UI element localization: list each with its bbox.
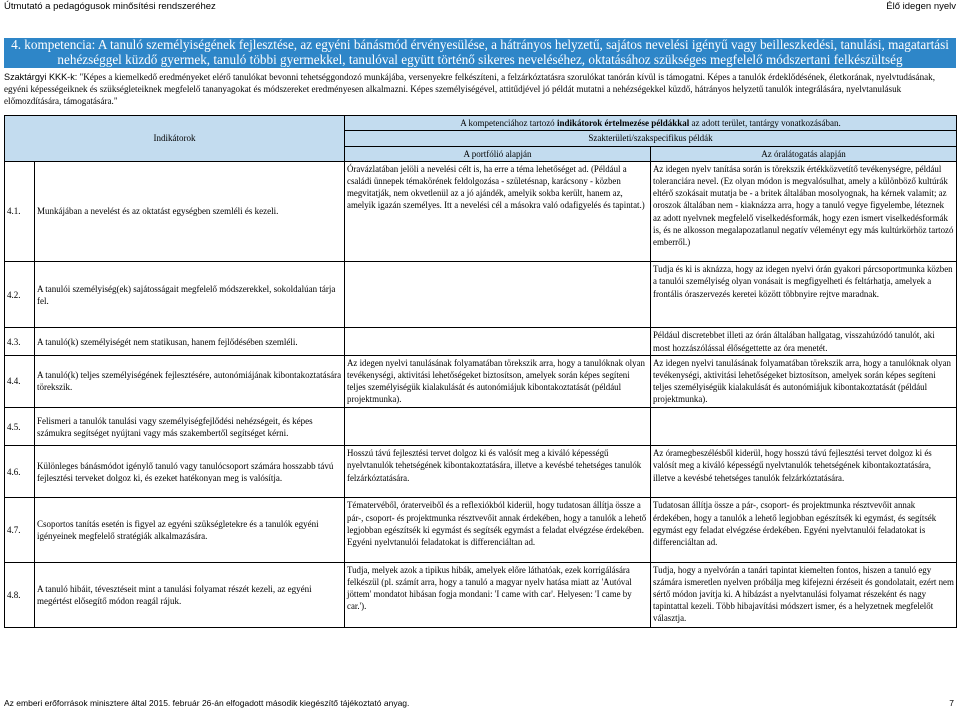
indicator-text: Felismeri a tanulók tanulási vagy személyiségfejlődési nehézségeit, és képes számukra segítséget nyújtani vagy más szakembertől segítséget kérni. bbox=[35, 408, 345, 446]
specific-examples-header: Szakterületi/szakspecifikus példák bbox=[345, 131, 957, 146]
indicator-number: 4.8. bbox=[5, 562, 35, 627]
competency-banner: 4. kompetencia: A tanuló személyiségének fejlesztése, az egyéni bánásmód érvényesülése, a hátrányos helyzetű, sajátos nevelési igényű vagy beilleszkedési, tanulási, magatartási nehézséggel küzdő gyermek, tanuló többi gyermekkel, tanulóval együtt történő sikeres neveléséhez, oktatásához szükséges megfelelő módszertani felkészültség bbox=[4, 38, 956, 68]
table-row bbox=[5, 262, 957, 328]
observation-example: Az óramegbeszélésből kiderül, hogy hosszú távú fejlesztési tervet dolgoz ki és valósít meg a kiváló képességű nyelvtanulók tehetségének kibontakoztatására, illetve a kevésbé tehetséges tanulók felzárkóztatására. bbox=[651, 446, 957, 498]
indicator-text: A tanuló(k) teljes személyiségének fejlesztésére, autonómiájának kibontakoztatására törekszik. bbox=[35, 355, 345, 407]
table-row bbox=[5, 498, 957, 562]
intro-lead: Szaktárgyi KKK-k: bbox=[4, 72, 78, 82]
observation-example: Az idegen nyelvi tanulásának folyamatában törekszik arra, hogy a tanulóknak olyan tevékenységi, aktivitási lehetőségeket biztosítson, amelyek során képes segíteni teljes személyiségük kialakulását és autonómiájuk kibontakoztatását (például projektmunka). bbox=[651, 355, 957, 407]
table-row bbox=[5, 328, 957, 356]
indicator-number: 4.4. bbox=[5, 355, 35, 407]
observation-example: Például discretebbet illeti az órán általában hallgatag, visszahúzódó tanulót, aki most hozzászólással élőségettette az óra menetét. bbox=[651, 328, 957, 356]
indicator-text: Csoportos tanítás esetén is figyel az egyéni szükségletekre és a tanulók egyéni igényeinek megfelelő stratégiák alkalmazására. bbox=[35, 498, 345, 562]
page-header bbox=[0, 0, 960, 13]
table-row bbox=[5, 562, 957, 627]
indicator-number: 4.1. bbox=[5, 161, 35, 261]
indicator-table bbox=[4, 115, 957, 628]
indicator-number: 4.5. bbox=[5, 408, 35, 446]
table-row bbox=[5, 355, 957, 407]
observation-example: Az idegen nyelv tanítása során is törekszik értékközvetítő tevékenységre, például toleranciára nevel. (Ez olyan módon is megvalósulhat, amely a különböző kultúrák eltérő szokásait mutatja be - a britek általában mosolyognak, ha kérnek valamit; az oroszok általában nem - kiaknázza arra, hogy a tanuló vegye figyelembe, léteznek az adott nyelvnek megfelelő viselkedésformák, hogy ezen ismert viselkedésformák is, és ne alkosson megalapozatlanul negatív véleményt egy más kultúrkörhöz tartozó emberről.) bbox=[651, 161, 957, 261]
indicator-number: 4.6. bbox=[5, 446, 35, 498]
portfolio-example: Tudja, melyek azok a tipikus hibák, amelyek előre láthatóak, ezek korrigálására felkészül (pl. számít arra, hogy a tanuló a magyar nyelv hatása miatt az 'Autóval jöttem' mondatot hibásan fogja mondani: 'I came with car'. Helyesen: 'I came by car.'). bbox=[345, 562, 651, 627]
intro-text: "Képes a kiemelkedő eredményeket elérő tanulókat bevonni tehetséggondozó munkájába, versenyekre felkészíteni, a felzárkóztatásra szorulókat tanórán kívül is támogatni. Képes a tanulók érdeklődésének, életkorának, nyelvtudásának, egyéni képességeiknek és szükségleteiknek megfelelő tananyagokat és módszereket eredményesen alkalmazni. Képes személyiségével, attitűdjével jó példát mutatni a nehézségekkel küzdő, hátrányos helyzetű tanulók integrálására, nyelvtanulásuk előmozdítására, támogatására." bbox=[4, 72, 935, 107]
indicators-header: Indikátorok bbox=[5, 116, 345, 162]
observation-example bbox=[651, 408, 957, 446]
indicator-number: 4.3. bbox=[5, 328, 35, 356]
indicator-number: 4.2. bbox=[5, 262, 35, 328]
portfolio-example: Tématervéből, óraterveiből és a reflexiókból kiderül, hogy tudatosan állítja össze a pár-, csoport- és projektmunka résztvevőit annak érdekében, hogy a tanulók a lehető legjobban egészítsék ki egymást és segítsék egymást a feladat elvégzése érdekében. Egyéni nyelvtanulói feladatokat is differenciáltan ad. bbox=[345, 498, 651, 562]
header-subject: Élő idegen nyelv bbox=[886, 1, 956, 12]
table-row bbox=[5, 161, 957, 261]
header-document-title: Útmutató a pedagógusok minősítési rendszeréhez bbox=[4, 1, 216, 12]
observation-column-header: Az óralátogatás alapján bbox=[651, 146, 957, 161]
observation-example: Tudja és ki is aknázza, hogy az idegen nyelvi órán gyakori párcsoportmunka közben a tanulói személyiség olyan vonásait is megfigyelheti és feltárhatja, amelyek a frontális óraszervezés keretei között többnyire rejtve maradnak. bbox=[651, 262, 957, 328]
indicator-text: A tanuló(k) személyiségét nem statikusan, hanem fejlődésében szemléli. bbox=[35, 328, 345, 356]
indicator-text: A tanuló hibáit, tévesztéseit mint a tanulási folyamat részét kezeli, az egyéni megértést elősegítő módon reagál rájuk. bbox=[35, 562, 345, 627]
page-footer bbox=[0, 697, 960, 709]
footer-note: Az emberi erőforrások minisztere által 2015. február 26-án elfogadott második kiegészítő tájékoztató anyag. bbox=[4, 698, 410, 708]
table-row bbox=[5, 446, 957, 498]
indicator-text: Munkájában a nevelést és az oktatást egységben szemléli és kezeli. bbox=[35, 161, 345, 261]
page-number: 7 bbox=[949, 698, 954, 708]
portfolio-example: Óravázlatában jelöli a nevelési célt is, ha erre a téma lehetőséget ad. (Például a családi ünnepek témakörének feldolgozása - születésnap, karácsony - közben megvitatják, nem okvetlenül az a jó ajándék, amelyik sokba került, hanem az, amelyik igazán személyes. Itt a nevelési cél a másokra való odafigyelés és tapintat.) bbox=[345, 161, 651, 261]
portfolio-example bbox=[345, 408, 651, 446]
indicator-text: A tanulói személyiség(ek) sajátosságait megfelelő módszerekkel, sokoldalúan tárja fel. bbox=[35, 262, 345, 328]
portfolio-example: Az idegen nyelvi tanulásának folyamatában törekszik arra, hogy a tanulóknak olyan tevékenységi, aktivitási lehetőségeket biztosítson, amelyek során képes segíteni teljes személyiségük kialakulását és autonómiájuk kibontakoztatását (például projektmunka). bbox=[345, 355, 651, 407]
indicator-number: 4.7. bbox=[5, 498, 35, 562]
intro-paragraph bbox=[4, 71, 956, 107]
portfolio-example bbox=[345, 328, 651, 356]
portfolio-column-header: A portfólió alapján bbox=[345, 146, 651, 161]
portfolio-example bbox=[345, 262, 651, 328]
portfolio-example: Hosszú távú fejlesztési tervet dolgoz ki és valósít meg a kiváló képességű nyelvtanulók tehetségének kibontakoztatására, illetve a kevésbé tehetséges tanulók felzárkóztatására. bbox=[345, 446, 651, 498]
table-row bbox=[5, 408, 957, 446]
table-top-header: A kompetenciához tartozó indikátorok értelmezése példákkal az adott terület, tantárgy vonatkozásában. bbox=[345, 116, 957, 131]
indicator-text: Különleges bánásmódot igénylő tanuló vagy tanulócsoport számára hosszabb távú fejlesztési terveket dolgoz ki, és ezeket hatékonyan meg is valósítja. bbox=[35, 446, 345, 498]
observation-example: Tudatosan állítja össze a pár-, csoport- és projektmunka résztvevőit annak érdekében, hogy a tanulók a lehető legjobban egészítsék ki egymást, és segítsék egymást egy feladat elvégzése érdekében. Egyéni nyelvtanulói feladatokat is differenciáltan ad. bbox=[651, 498, 957, 562]
observation-example: Tudja, hogy a nyelvórán a tanári tapintat kiemelten fontos, hiszen a tanuló egy számára ismeretlen nyelven próbálja meg kifejezni érzéseit és gondolatait, ezért nem sértő módon javítja ki. A hibázást a nyelvtanulási folyamat részeként és nagy tapintattal kezeli. Több hibajavítási módszert ismer, és a helyzetnek megfelelőt választja. bbox=[651, 562, 957, 627]
